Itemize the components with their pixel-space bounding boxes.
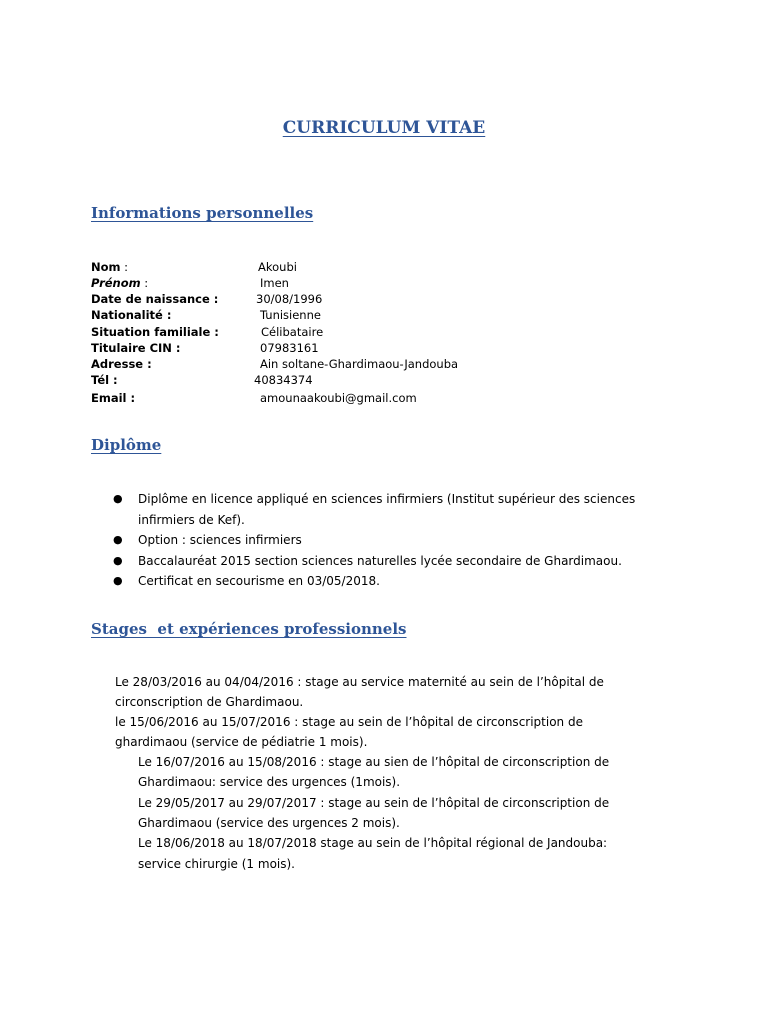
info-value-date-naissance: 30/08/1996 xyxy=(256,292,323,306)
stage-line: le 15/06/2016 au 15/07/2016 : stage au sein de l’hôpital de circonscription de xyxy=(115,715,583,729)
bullet-icon: ● xyxy=(113,492,123,505)
info-value-situation-familiale: Célibataire xyxy=(261,325,324,339)
info-label-nom-colon: : xyxy=(120,260,129,274)
personal-info-heading: Informations personnelles xyxy=(91,204,314,222)
diplome-item-text: Baccalauréat 2015 section sciences naturelles lycée secondaire de Ghardimaou. xyxy=(138,553,622,568)
info-label-cin: Titulaire CIN : xyxy=(91,341,181,355)
diplome-heading: Diplôme xyxy=(91,436,162,454)
diplome-list xyxy=(113,489,673,592)
info-value-nom: Akoubi xyxy=(258,260,297,274)
stage-line: service chirurgie (1 mois). xyxy=(138,857,295,871)
info-value-nationalite: Tunisienne xyxy=(260,308,321,322)
info-label-email: Email : xyxy=(91,391,136,405)
info-label-prenom-colon: : xyxy=(140,276,149,290)
info-value-prenom: Imen xyxy=(260,276,289,290)
diplome-item-text: Diplôme en licence appliqué en sciences infirmiers (Institut supérieur des sciences infirmiers de Kef). xyxy=(138,492,636,527)
info-label-nom: Nom xyxy=(91,260,121,274)
bullet-icon: ● xyxy=(113,574,123,587)
bullet-icon: ● xyxy=(113,533,123,546)
diplome-item-text: Option : sciences infirmiers xyxy=(138,533,302,547)
stage-line: Le 29/05/2017 au 29/07/2017 : stage au sein de l’hôpital de circonscription de xyxy=(138,796,610,810)
stages-heading: Stages et expériences professionnels xyxy=(91,620,407,638)
info-label-date-naissance: Date de naissance : xyxy=(91,292,219,306)
list-item xyxy=(113,571,673,592)
list-item xyxy=(113,530,673,551)
list-item xyxy=(113,489,673,530)
info-label-nationalite: Nationalité : xyxy=(91,308,172,322)
info-value-email: amounaakoubi@gmail.com xyxy=(260,391,417,405)
info-value-cin: 07983161 xyxy=(260,341,319,355)
document-title: CURRICULUM VITAE xyxy=(282,118,486,138)
info-label-tel: Tél : xyxy=(91,373,118,387)
stage-line: Ghardimaou: service des urgences (1mois). xyxy=(138,775,401,789)
bullet-icon: ● xyxy=(113,553,123,567)
list-item xyxy=(113,551,673,572)
stage-line: Le 28/03/2016 au 04/04/2016 : stage au service maternité au sein de l’hôpital de xyxy=(115,675,604,689)
diplome-item-text: Certificat en secourisme en 03/05/2018. xyxy=(138,574,380,588)
info-label-situation-familiale: Situation familiale : xyxy=(91,325,219,339)
info-value-adresse: Ain soltane-Ghardimaou-Jandouba xyxy=(260,357,459,371)
stage-line: ghardimaou (service de pédiatrie 1 mois). xyxy=(115,735,368,749)
stage-line: Le 18/06/2018 au 18/07/2018 stage au sein de l’hôpital régional de Jandouba: xyxy=(138,836,608,850)
stage-line: circonscription de Ghardimaou. xyxy=(115,695,304,709)
stage-line: Le 16/07/2016 au 15/08/2016 : stage au sien de l’hôpital de circonscription de xyxy=(138,755,610,769)
stage-line: Ghardimaou (service des urgences 2 mois). xyxy=(138,816,400,830)
info-label-adresse: Adresse : xyxy=(91,357,152,371)
info-label-prenom: Prénom xyxy=(91,276,141,290)
info-value-tel: 40834374 xyxy=(254,373,313,387)
